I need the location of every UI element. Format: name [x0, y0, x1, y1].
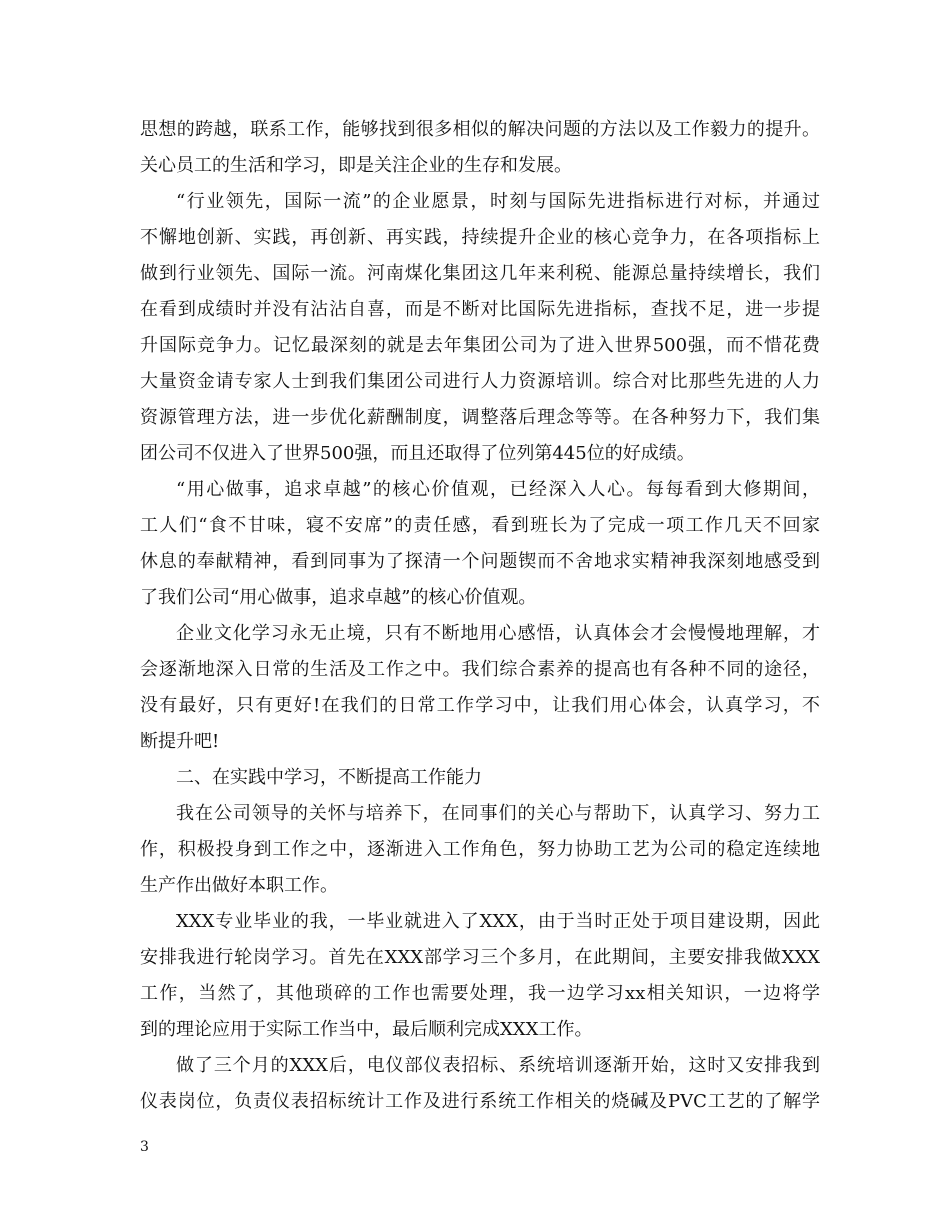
- text-line: 企业文化学习永无止境，只有不断地用心感悟，认真体会才会慢慢地理解，才: [176, 623, 820, 644]
- text-line: 做了三个月的XXX后，电仪部仪表招标、系统培训逐渐开始，这时又安排我到: [176, 1055, 820, 1076]
- page-number: 3: [140, 1139, 149, 1155]
- text-line: 大量资金请专家人士到我们集团公司进行人力资源培训。综合对比那些先进的人力: [140, 371, 820, 392]
- text-line: 做到行业领先、国际一流。河南煤化集团这几年来利税、能源总量持续增长，我们: [140, 263, 820, 284]
- text-line: 休息的奉献精神，看到同事为了探清一个问题锲而不舍地求实精神我深刻地感受到: [140, 551, 820, 572]
- text-line: 断提升吧!: [140, 731, 220, 752]
- text-line: 工人们“食不甘味，寝不安席”的责任感，看到班长为了完成一项工作几天不回家: [140, 515, 820, 536]
- text-line: XXX专业毕业的我，一毕业就进入了XXX，由于当时正处于项目建设期，因此: [176, 911, 820, 932]
- text-line: 思想的跨越，联系工作，能够找到很多相似的解决问题的方法以及工作毅力的提升。: [140, 119, 820, 140]
- body-text: [140, 112, 820, 1120]
- text-line: 资源管理方法，进一步优化薪酬制度，调整落后理念等等。在各种努力下，我们集: [140, 407, 820, 428]
- text-line: 关心员工的生活和学习，即是关注企业的生存和发展。: [140, 155, 572, 176]
- text-line: “用心做事，追求卓越”的核心价值观，已经深入人心。每每看到大修期间，: [176, 479, 820, 500]
- text-line: 会逐渐地深入日常的生活及工作之中。我们综合素养的提高也有各种不同的途径，: [140, 659, 820, 680]
- text-line: 生产作出做好本职工作。: [140, 875, 338, 896]
- text-line: 没有最好，只有更好!在我们的日常工作学习中，让我们用心体会，认真学习，不: [140, 695, 820, 716]
- text-line: 仪表岗位，负责仪表招标统计工作及进行系统工作相关的烧碱及PVC工艺的了解学: [140, 1091, 820, 1112]
- text-line: 到的理论应用于实际工作当中，最后顺利完成XXX工作。: [140, 1019, 593, 1040]
- text-line: 作，积极投身到工作之中，逐渐进入工作角色，努力协助工艺为公司的稳定连续地: [140, 839, 820, 860]
- text-line: 了我们公司“用心做事，追求卓越”的核心价值观。: [140, 587, 537, 608]
- text-line: 工作，当然了，其他琐碎的工作也需要处理，我一边学习xx相关知识，一边将学: [140, 983, 820, 1004]
- text-line: 我在公司领导的关怀与培养下，在同事们的关心与帮助下，认真学习、努力工: [176, 803, 820, 824]
- text-line: 在看到成绩时并没有沾沾自喜，而是不断对比国际先进指标，查找不足，进一步提: [140, 299, 820, 320]
- text-line: “行业领先，国际一流”的企业愿景，时刻与国际先进指标进行对标，并通过: [176, 191, 820, 212]
- section-heading: 二、在实践中学习，不断提高工作能力: [176, 767, 482, 788]
- text-line: 团公司不仅进入了世界500强，而且还取得了位列第445位的好成绩。: [140, 443, 695, 464]
- text-line: 安排我进行轮岗学习。首先在XXX部学习三个多月，在此期间，主要安排我做XXX: [140, 947, 820, 968]
- text-line: 升国际竞争力。记忆最深刻的就是去年集团公司为了进入世界500强，而不惜花费: [140, 335, 820, 356]
- text-line: 不懈地创新、实践，再创新、再实践，持续提升企业的核心竞争力，在各项指标上: [140, 227, 820, 248]
